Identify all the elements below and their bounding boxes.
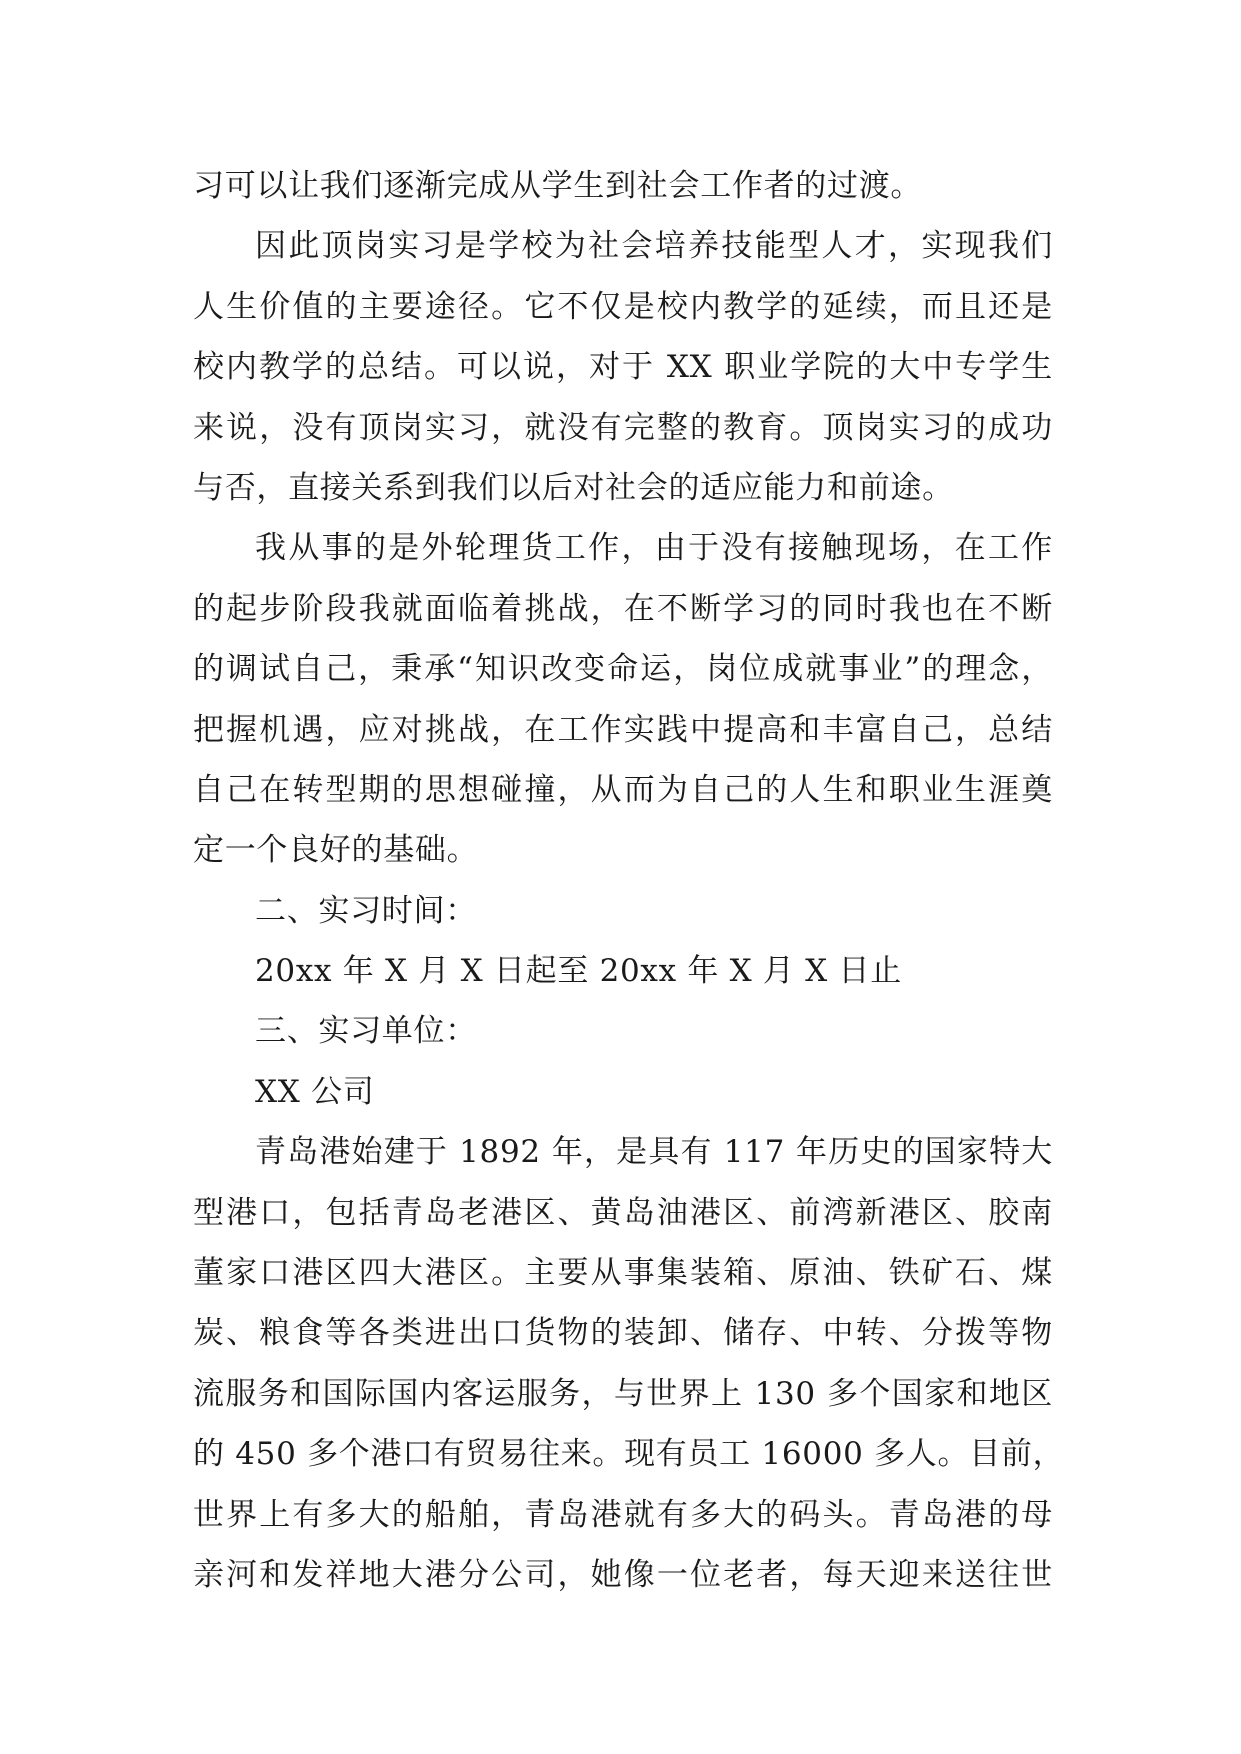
text-line: 的起步阶段我就面临着挑战，在不断学习的同时我也在不断 — [193, 590, 1053, 627]
text-line: 的 450 多个港口有贸易往来。现有员工 16000 多人。目前， — [193, 1436, 1065, 1473]
text-line: 二、实习时间： — [255, 892, 477, 929]
text-line: 流服务和国际国内客运服务，与世界上 130 多个国家和地区 — [193, 1375, 1053, 1412]
document-body — [193, 156, 1065, 1605]
text-line: 与否，直接关系到我们以后对社会的适应能力和前途。 — [193, 469, 954, 506]
text-line: XX 公司 — [255, 1073, 375, 1110]
text-line: 我从事的是外轮理货工作，由于没有接触现场，在工作 — [255, 530, 1053, 567]
text-line: 因此顶岗实习是学校为社会培养技能型人才，实现我们 — [255, 228, 1053, 265]
text-line: 亲河和发祥地大港分公司，她像一位老者，每天迎来送往世 — [193, 1556, 1053, 1593]
text-line: 自己在转型期的思想碰撞，从而为自己的人生和职业生涯奠 — [193, 771, 1053, 808]
text-line: 来说，没有顶岗实习，就没有完整的教育。顶岗实习的成功 — [193, 409, 1053, 446]
text-line: 型港口，包括青岛老港区、黄岛油港区、前湾新港区、胶南 — [193, 1194, 1053, 1231]
text-line: 20xx 年 X 月 X 日起至 20xx 年 X 月 X 日止 — [255, 953, 902, 990]
text-line: 三、实习单位： — [255, 1013, 477, 1050]
text-line: 校内教学的总结。可以说，对于 XX 职业学院的大中专学生 — [193, 349, 1053, 386]
text-line: 的调试自己，秉承“知识改变命运，岗位成就事业”的理念， — [193, 651, 1053, 688]
text-line: 世界上有多大的船舶，青岛港就有多大的码头。青岛港的母 — [193, 1496, 1053, 1533]
text-line: 董家口港区四大港区。主要从事集装箱、原油、铁矿石、煤 — [193, 1255, 1053, 1292]
text-line: 把握机遇，应对挑战，在工作实践中提高和丰富自己，总结 — [193, 711, 1053, 748]
text-line: 人生价值的主要途径。它不仅是校内教学的延续，而且还是 — [193, 288, 1053, 325]
text-line: 炭、粮食等各类进出口货物的装卸、储存、中转、分拨等物 — [193, 1315, 1053, 1352]
text-line: 习可以让我们逐渐完成从学生到社会工作者的过渡。 — [193, 168, 923, 204]
text-line: 定一个良好的基础。 — [193, 832, 479, 869]
text-line: 青岛港始建于 1892 年，是具有 117 年历史的国家特大 — [255, 1134, 1053, 1171]
